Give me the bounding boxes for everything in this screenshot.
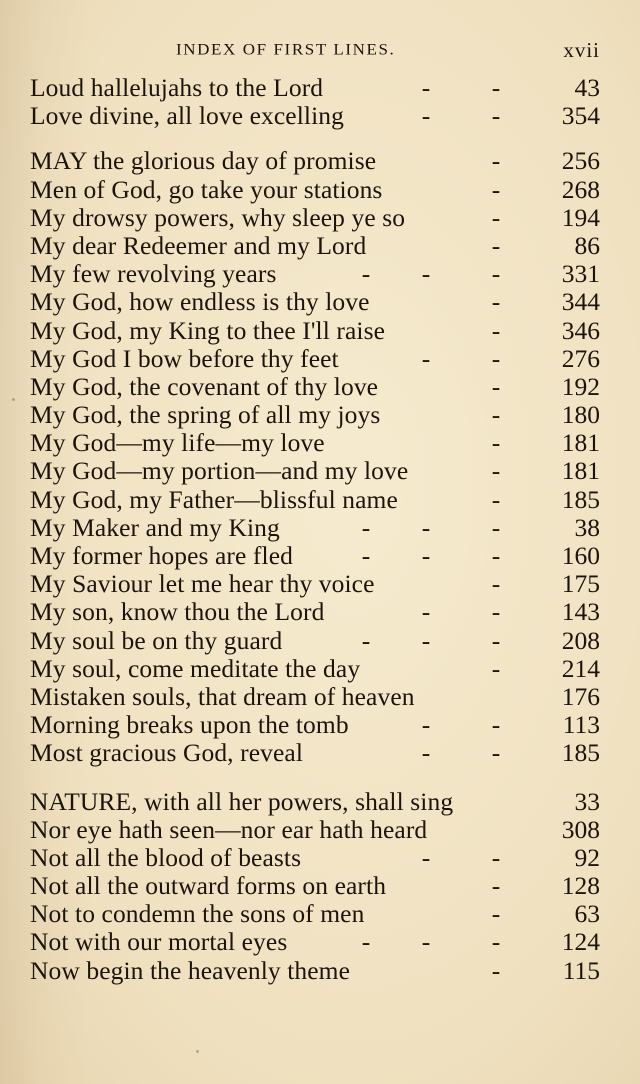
first-line-text: Not all the blood of beasts bbox=[30, 842, 302, 872]
index-entry bbox=[30, 844, 600, 872]
first-line-text: Men of God, go take your stations bbox=[30, 174, 383, 204]
hymn-number: 128 bbox=[561, 871, 600, 901]
paper-speck bbox=[12, 398, 15, 401]
leader-dash: - bbox=[491, 428, 501, 458]
first-line-text: MAY the glorious day of promise bbox=[30, 146, 377, 176]
hymn-number: 181 bbox=[561, 456, 600, 486]
first-line-text: My drowsy powers, why sleep ye so bbox=[30, 202, 406, 232]
leader-dash: - bbox=[491, 146, 501, 176]
leader-dash: - bbox=[421, 927, 431, 957]
hymn-number: 344 bbox=[561, 287, 600, 317]
leader-dash: - bbox=[491, 73, 501, 102]
index-entry bbox=[30, 457, 600, 485]
index-entry bbox=[30, 102, 600, 130]
leader-dash: - bbox=[361, 541, 371, 570]
index-entry bbox=[30, 570, 600, 598]
entry-group-l bbox=[30, 74, 600, 130]
leader-dash: - bbox=[421, 842, 431, 872]
first-line-text: My God—my life—my love bbox=[30, 428, 325, 458]
leader-dash: - bbox=[491, 597, 501, 627]
hymn-number: 354 bbox=[561, 101, 600, 131]
running-title: INDEX OF FIRST LINES. bbox=[176, 40, 396, 59]
first-line-text: My Saviour let me hear thy voice bbox=[30, 569, 375, 599]
leader-dash: - bbox=[491, 315, 501, 345]
leader-dash: - bbox=[421, 597, 431, 627]
index-entry bbox=[30, 373, 600, 401]
index-entry bbox=[30, 317, 600, 345]
hymn-number: 256 bbox=[561, 146, 600, 176]
leader-dash: - bbox=[491, 259, 501, 289]
first-line-text: My few revolving years bbox=[30, 259, 277, 289]
index-entry bbox=[30, 345, 600, 373]
leader-dash: - bbox=[361, 625, 371, 655]
first-line-text: My God, the covenant of thy love bbox=[30, 371, 379, 401]
hymn-number: 143 bbox=[561, 597, 600, 627]
index-entry bbox=[30, 816, 600, 844]
first-line-text: Love divine, all love excelling bbox=[30, 101, 344, 131]
leader-dash: - bbox=[491, 484, 501, 514]
leader-dash: - bbox=[491, 653, 501, 683]
index-entry bbox=[30, 429, 600, 457]
leader-dash: - bbox=[421, 101, 431, 131]
first-line-text: Most gracious God, reveal bbox=[30, 738, 304, 768]
page-header bbox=[0, 40, 640, 64]
hymn-number: 92 bbox=[574, 842, 600, 872]
index-entry bbox=[30, 176, 600, 204]
hymn-number: 185 bbox=[561, 484, 600, 514]
index-entry bbox=[30, 711, 600, 739]
hymn-number: 113 bbox=[562, 710, 600, 740]
leader-dash: - bbox=[491, 569, 501, 599]
leader-dash: - bbox=[491, 871, 501, 901]
leader-dash: - bbox=[361, 259, 371, 289]
leader-dash: - bbox=[491, 955, 501, 985]
leader-dash: - bbox=[491, 927, 501, 957]
hymn-number: 346 bbox=[561, 315, 600, 345]
index-entry bbox=[30, 788, 600, 816]
index-entry bbox=[30, 514, 600, 542]
first-line-text: My son, know thou the Lord bbox=[30, 597, 325, 627]
hymn-number: 268 bbox=[561, 174, 600, 204]
hymn-number: 214 bbox=[561, 653, 600, 683]
leader-dash: - bbox=[491, 456, 501, 486]
hymn-number: 308 bbox=[561, 814, 600, 844]
leader-dash: - bbox=[491, 371, 501, 401]
hymn-number: 43 bbox=[574, 73, 600, 102]
leader-dash: - bbox=[421, 343, 431, 373]
index-entry bbox=[30, 900, 600, 928]
index-entry bbox=[30, 401, 600, 429]
first-line-text: My God, the spring of all my joys bbox=[30, 400, 381, 430]
leader-dash: - bbox=[491, 541, 501, 570]
first-line-text: Loud hallelujahs to the Lord bbox=[30, 73, 324, 102]
leader-dash: - bbox=[361, 927, 371, 957]
first-line-text: My God, my King to thee I'll raise bbox=[30, 315, 386, 345]
first-line-text: My Maker and my King bbox=[30, 512, 280, 542]
hymn-number: 185 bbox=[561, 738, 600, 768]
leader-dash: - bbox=[491, 899, 501, 929]
index-entry bbox=[30, 486, 600, 514]
leader-dash: - bbox=[421, 73, 431, 102]
first-line-text: My soul, come meditate the day bbox=[30, 653, 361, 683]
entry-group-n bbox=[30, 788, 600, 985]
index-entry bbox=[30, 928, 600, 956]
hymn-number: 276 bbox=[561, 343, 600, 373]
hymn-number: 115 bbox=[562, 955, 600, 985]
first-line-text: My soul be on thy guard bbox=[30, 625, 283, 655]
index-entry bbox=[30, 147, 600, 175]
index-entry bbox=[30, 627, 600, 655]
index-entry bbox=[30, 683, 600, 711]
leader-dash: - bbox=[421, 625, 431, 655]
index-entry bbox=[30, 872, 600, 900]
leader-dash: - bbox=[491, 710, 501, 740]
first-line-text: Mistaken souls, that dream of heaven bbox=[30, 681, 415, 711]
index-entry bbox=[30, 204, 600, 232]
first-line-text: My God—my portion—and my love bbox=[30, 456, 409, 486]
leader-dash: - bbox=[491, 625, 501, 655]
hymn-number: 38 bbox=[574, 512, 600, 542]
first-line-text: My God, how endless is thy love bbox=[30, 287, 370, 317]
hymn-number: 181 bbox=[561, 428, 600, 458]
leader-dash: - bbox=[421, 710, 431, 740]
index-entry bbox=[30, 260, 600, 288]
paper-speck bbox=[196, 1050, 199, 1053]
group-spacer bbox=[30, 130, 600, 147]
first-line-text: Nor eye hath seen—nor ear hath heard bbox=[30, 814, 428, 844]
hymn-number: 63 bbox=[574, 899, 600, 929]
leader-dash: - bbox=[421, 738, 431, 768]
leader-dash: - bbox=[491, 174, 501, 204]
leader-dash: - bbox=[491, 230, 501, 260]
hymn-number: 160 bbox=[561, 541, 600, 570]
hymn-number: 86 bbox=[574, 230, 600, 260]
index-entry bbox=[30, 74, 600, 102]
hymn-number: 124 bbox=[561, 927, 600, 957]
index-entry bbox=[30, 739, 600, 767]
first-line-text: Not to condemn the sons of men bbox=[30, 899, 365, 929]
leader-dash: - bbox=[491, 287, 501, 317]
index-entry bbox=[30, 957, 600, 985]
hymn-number: 208 bbox=[561, 625, 600, 655]
hymn-number: 331 bbox=[561, 259, 600, 289]
leader-dash: - bbox=[491, 512, 501, 542]
leader-dash: - bbox=[421, 512, 431, 542]
leader-dash: - bbox=[491, 202, 501, 232]
leader-dash: - bbox=[421, 541, 431, 570]
page-number: xvii bbox=[563, 38, 600, 62]
first-line-text: Now begin the heavenly theme bbox=[30, 955, 351, 985]
hymn-number: 175 bbox=[561, 569, 600, 599]
leader-dash: - bbox=[491, 101, 501, 131]
group-spacer bbox=[30, 768, 600, 788]
hymn-number: 192 bbox=[561, 371, 600, 401]
index-entry bbox=[30, 655, 600, 683]
first-line-text: My former hopes are fled bbox=[30, 541, 293, 570]
leader-dash: - bbox=[491, 343, 501, 373]
first-line-text: My God, my Father—blissful name bbox=[30, 484, 398, 514]
hymn-number: 176 bbox=[561, 681, 600, 711]
leader-dash: - bbox=[361, 512, 371, 542]
index-entry bbox=[30, 288, 600, 316]
index-entry bbox=[30, 232, 600, 260]
first-line-text: Not all the outward forms on earth bbox=[30, 871, 387, 901]
index-entries bbox=[30, 74, 600, 985]
entry-group-m bbox=[30, 147, 600, 767]
first-line-text: NATURE, with all her powers, shall sing bbox=[30, 786, 454, 816]
first-line-text: Not with our mortal eyes bbox=[30, 927, 288, 957]
hymn-number: 194 bbox=[561, 202, 600, 232]
first-line-text: Morning breaks upon the tomb bbox=[30, 710, 349, 740]
leader-dash: - bbox=[491, 738, 501, 768]
index-entry bbox=[30, 598, 600, 626]
leader-dash: - bbox=[421, 259, 431, 289]
first-line-text: My God I bow before thy feet bbox=[30, 343, 339, 373]
leader-dash: - bbox=[491, 400, 501, 430]
hymn-number: 33 bbox=[574, 786, 600, 816]
hymn-number: 180 bbox=[561, 400, 600, 430]
first-line-text: My dear Redeemer and my Lord bbox=[30, 230, 367, 260]
leader-dash: - bbox=[491, 842, 501, 872]
index-entry bbox=[30, 542, 600, 570]
